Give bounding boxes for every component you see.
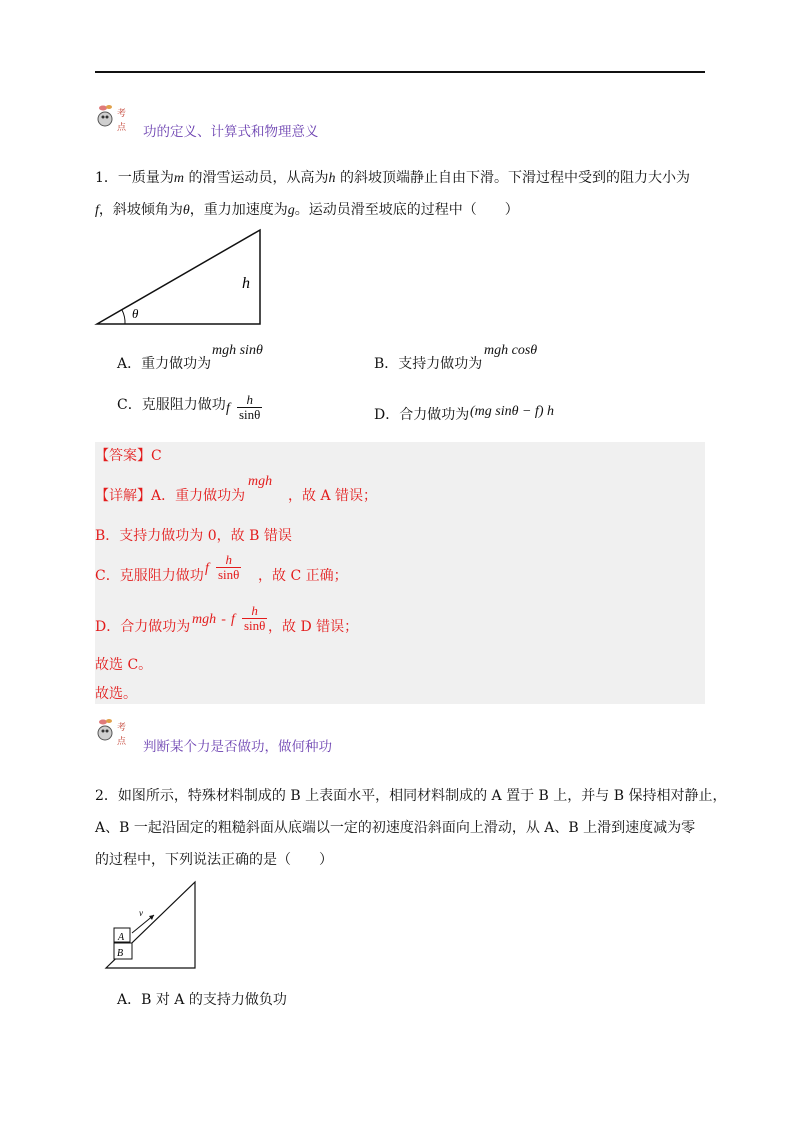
q1-option-b — [374, 354, 482, 374]
detail-d-end: ，故 D 错误； — [268, 619, 359, 635]
detail-line-b: B．支持力做功为 0，故 B 错误 — [95, 528, 292, 544]
q1-slope-figure — [92, 225, 267, 330]
detail-label: 【详解】 — [95, 488, 151, 504]
section2-title: 判断某个力是否做功，做何种功 — [143, 739, 332, 755]
q1-option-d — [374, 405, 469, 425]
option-a-label: A．重力做功为 — [117, 356, 212, 372]
detail-line-d — [95, 617, 190, 637]
slope-triangle — [97, 230, 260, 324]
label-a: A — [118, 932, 125, 943]
var-f: f — [230, 612, 235, 627]
q1-var-g: g — [287, 203, 295, 218]
fraction-denominator: sinθ — [238, 407, 261, 422]
q1-line2 — [95, 200, 519, 221]
var-f: f — [205, 561, 209, 576]
q1-option-a-math: mgh sinθ — [212, 343, 263, 358]
fraction-numerator: h — [246, 392, 253, 407]
detail-d-math — [192, 604, 269, 633]
detail-c-text: C．克服阻力做功 — [95, 568, 204, 584]
q2-line1: 2．如图所示，特殊材料制成的 B 上表面水平，相同材料制成的 A 置于 B 上，并与 B 保持相对静止， — [95, 788, 727, 804]
fraction — [242, 604, 267, 633]
option-d-label: D．合力做功为 — [374, 407, 470, 423]
conclusion-2: 故选。 — [95, 686, 137, 702]
fraction-numerator: h — [251, 603, 258, 618]
q2-line2: A、B 一起沿固定的粗糙斜面从底端以一定的初速度沿斜面向上滑动，从 A、B 上滑到速度减为零 — [95, 820, 696, 836]
q1-text: 的滑雪运动员，从高为 — [184, 170, 329, 186]
q1-var-m: m — [173, 171, 185, 186]
fig-label-theta: θ — [132, 306, 139, 321]
answer-label: 【答案】 — [95, 448, 151, 464]
q1-option-c — [117, 395, 226, 415]
q2-line3: 的过程中，下列说法正确的是（ ） — [95, 852, 333, 868]
q1-var-theta: θ — [182, 203, 190, 218]
var-f: f — [226, 401, 230, 416]
label-b: B — [117, 948, 124, 959]
q1-var-f: f — [95, 203, 99, 218]
q1-option-c-math — [226, 393, 264, 422]
detail-d-text: D．合力做功为 — [95, 619, 191, 635]
section1-title: 功的定义、计算式和物理意义 — [143, 124, 319, 140]
var-mgh: mgh — [192, 612, 217, 627]
detail-a-text: A．重力做功为 — [151, 488, 246, 504]
option-b-label: B．支持力做功为 — [374, 356, 483, 372]
fraction-numerator: h — [225, 552, 232, 567]
label-v: v — [139, 908, 143, 918]
detail-line-a — [95, 486, 245, 506]
detail-c-math — [205, 553, 243, 582]
detail-c-end: ，故 C 正确； — [258, 568, 348, 584]
q2-incline-figure — [102, 878, 202, 973]
q2-option-a: A．B 对 A 的支持力做负功 — [117, 992, 287, 1008]
arrowhead-icon — [149, 915, 154, 920]
q1-text: 1．一质量为 — [95, 170, 174, 186]
minus-sign: - — [221, 612, 226, 627]
q1-text: ，重力加速度为 — [189, 202, 288, 218]
option-c-label: C．克服阻力做功 — [117, 397, 226, 413]
q1-text: 。运动员滑至坡底的过程中（ ） — [294, 202, 519, 218]
header-rule — [95, 71, 705, 73]
kaodian-badge-icon — [95, 718, 131, 748]
conclusion-1: 故选 C。 — [95, 657, 153, 673]
q1-text: 的斜坡顶端静止自由下滑。下滑过程中受到的阻力大小为 — [335, 170, 690, 186]
q1-line1 — [95, 168, 690, 189]
detail-a-end: ，故 A 错误； — [288, 488, 378, 504]
kaodian-badge-icon — [95, 104, 131, 134]
answer-value: C — [151, 448, 162, 464]
q1-option-d-math: (mg sinθ − f) h — [470, 404, 554, 419]
badge-char-1: 考 — [117, 723, 127, 733]
fraction — [237, 393, 262, 422]
detail-line-c — [95, 566, 204, 586]
fraction-denominator: sinθ — [217, 567, 240, 582]
answer-line — [95, 446, 162, 466]
badge-char-2: 点 — [117, 123, 127, 133]
q1-var-h: h — [328, 171, 336, 186]
q1-option-b-math: mgh cosθ — [484, 343, 538, 358]
q1-text: ，斜坡倾角为 — [98, 202, 183, 218]
fraction-denominator: sinθ — [243, 618, 266, 633]
detail-a-math: mgh — [248, 474, 273, 489]
angle-arc — [122, 310, 125, 324]
q1-option-a — [117, 354, 211, 374]
fig-label-h: h — [242, 275, 250, 292]
badge-char-1: 考 — [117, 109, 127, 119]
fraction — [216, 553, 241, 582]
badge-char-2: 点 — [117, 737, 127, 747]
